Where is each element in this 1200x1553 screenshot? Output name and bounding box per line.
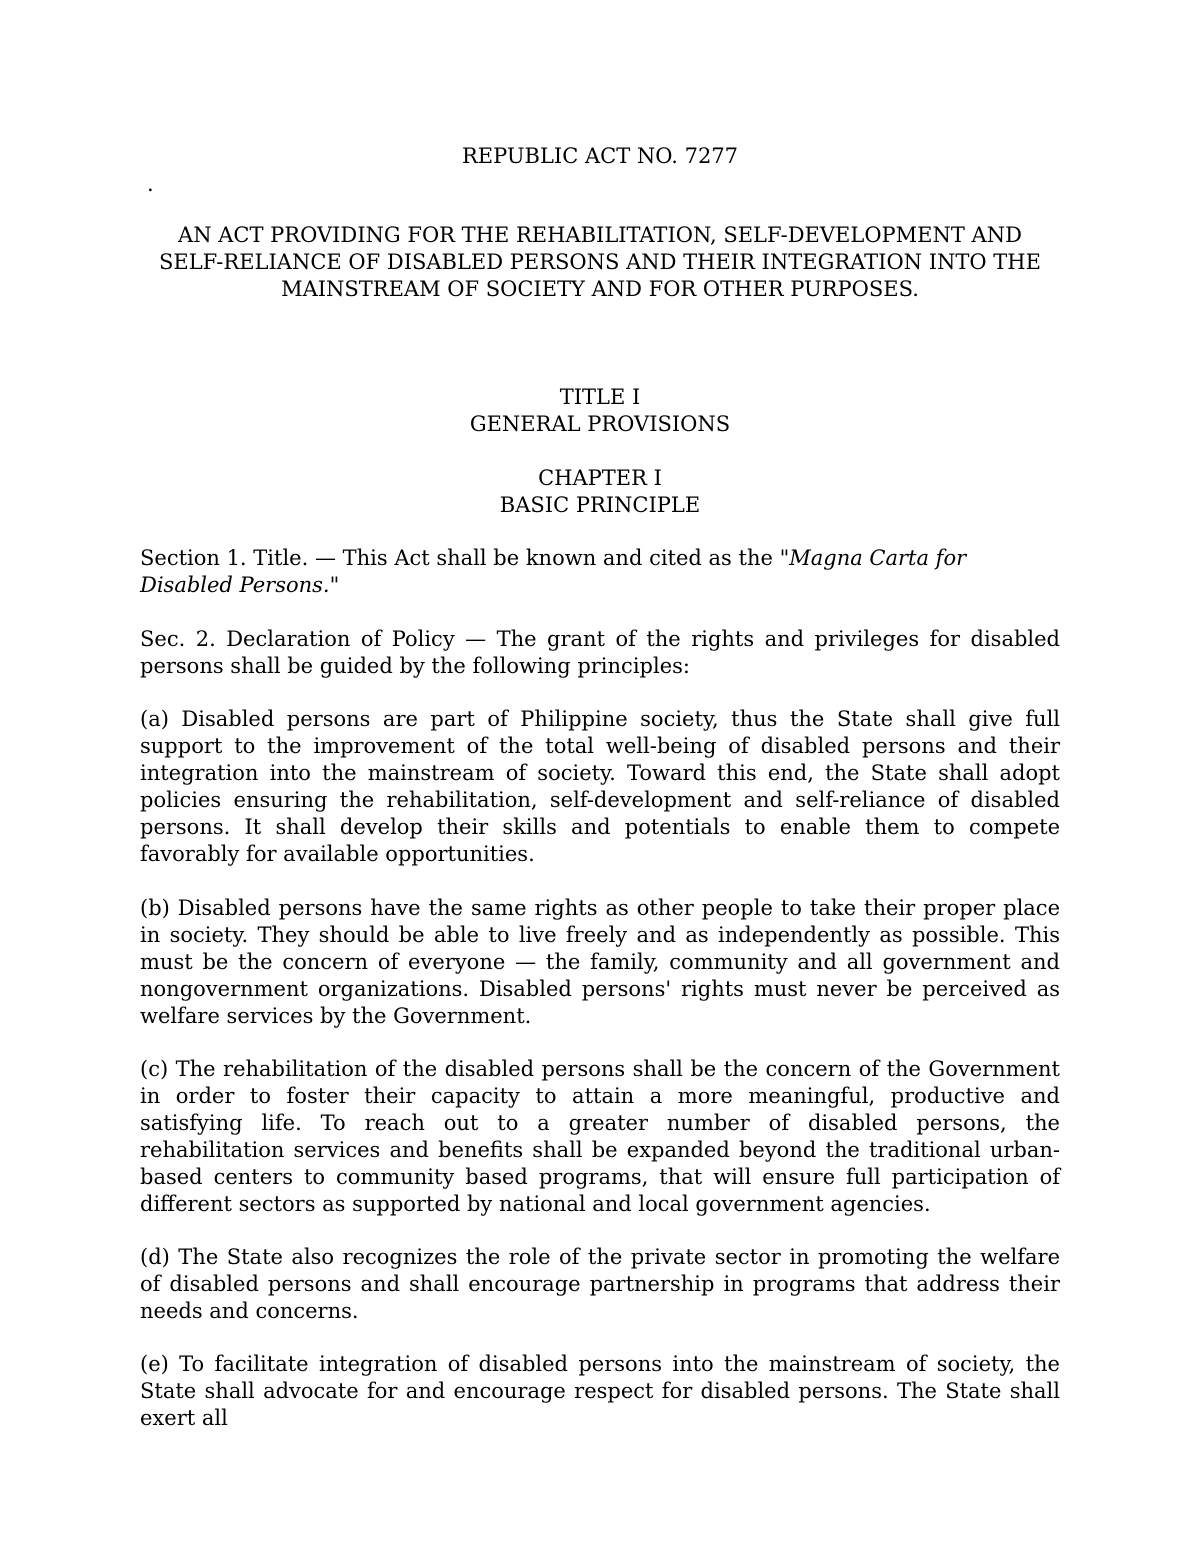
act-title-line-3: MAINSTREAM OF SOCIETY AND FOR OTHER PURPOSES.: [281, 277, 919, 301]
act-title-line-2: SELF-RELIANCE OF DISABLED PERSONS AND THEIR INTEGRATION INTO THE: [159, 250, 1041, 274]
paragraph-b: (b) Disabled persons have the same rights as other people to take their proper place in society. They should be able to live freely and as independently as possible. This must be the concern of everyone — the family, community and all government and nongovernment organizations. Disabled persons' rights must never be perceived as welfare services by the Government.: [140, 896, 1060, 1028]
act-title-line-1: AN ACT PROVIDING FOR THE REHABILITATION, SELF-DEVELOPMENT AND: [178, 223, 1022, 247]
stray-dot: .: [147, 172, 154, 196]
title-name: GENERAL PROVISIONS: [469, 412, 731, 436]
paragraph-e: (e) To facilitate integration of disabled persons into the mainstream of society, the State shall advocate for and encourage respect for disabled persons. The State shall exert all: [140, 1352, 1060, 1430]
section-1-quote: "Magna Carta for Disabled Persons.": [140, 546, 967, 597]
chapter-heading: CHAPTER I: [538, 466, 662, 490]
title-heading: TITLE I: [559, 385, 641, 409]
section-1: [140, 545, 1060, 599]
paragraph-c: (c) The rehabilitation of the disabled persons shall be the concern of the Government in order to foster their capacity to attain a more meaningful, productive and satisfying life. To reach out to a greater number of disabled persons, the rehabilitation services and benefits shall be expanded beyond the traditional urban-based centers to community based programs, that will ensure full participation of different sectors as supported by national and local government agencies.: [140, 1057, 1060, 1216]
act-number: REPUBLIC ACT NO. 7277: [461, 144, 739, 168]
paragraph-d: (d) The State also recognizes the role of the private sector in promoting the welfare of disabled persons and shall encourage partnership in programs that address their needs and concerns.: [140, 1245, 1060, 1323]
chapter-name: BASIC PRINCIPLE: [499, 493, 701, 517]
paragraph-a: (a) Disabled persons are part of Philippine society, thus the State shall give full support to the improvement of the total well-being of disabled persons and their integration into the mainstream of society. Toward this end, the State shall adopt policies ensuring the rehabilitation, self-development and self-reliance of disabled persons. It shall develop their skills and potentials to enable them to compete favorably for available opportunities.: [140, 707, 1060, 866]
section-2: Sec. 2. Declaration of Policy — The grant of the rights and privileges for disabled persons shall be guided by the following principles:: [140, 627, 1060, 678]
section-1-lead: Section 1. Title. — This Act shall be known and cited as the: [140, 546, 780, 570]
